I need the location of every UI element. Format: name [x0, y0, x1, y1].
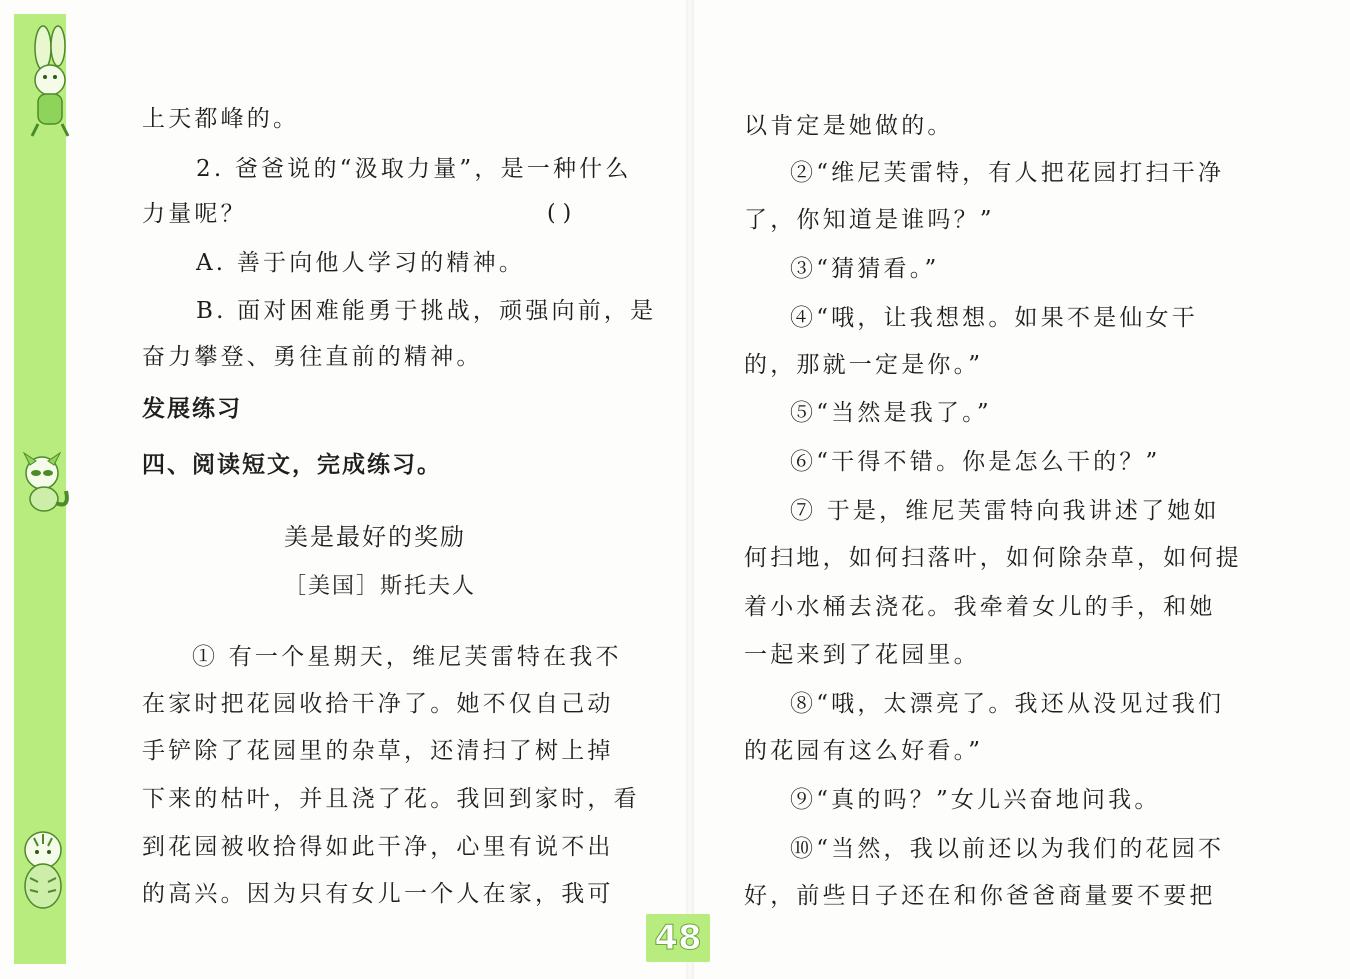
paragraph-line: 一起来到了花园里。 [744, 642, 980, 668]
paragraph-line: ②“维尼芙雷特，有人把花园打扫干净 [790, 160, 1225, 186]
answer-blank[interactable]: ( ) [547, 201, 572, 226]
paragraph-line: ⑥“干得不错。你是怎么干的？” [790, 449, 1161, 475]
paragraph-line: 了，你知道是谁吗？” [744, 207, 995, 233]
paragraph-line: 在家时把花园收拾干净了。她不仅自己动 [142, 691, 614, 717]
book-gutter [686, 0, 694, 979]
paragraph-line: ⑧“哦，太漂亮了。我还从没见过我们 [790, 691, 1225, 717]
paragraph-line: 的花园有这么好看。” [744, 738, 984, 764]
paragraph-line: 的高兴。因为只有女儿一个人在家，我可 [142, 881, 614, 907]
text-line: 力量呢？ [142, 201, 247, 227]
paragraph-line: ① 有一个星期天，维尼芙雷特在我不 [192, 644, 622, 670]
option-a: A. 善于向他人学习的精神。 [196, 250, 526, 276]
paragraph-line: ⑦ 于是，维尼芙雷特向我讲述了她如 [790, 498, 1220, 524]
article-title: 美是最好的奖励 [284, 523, 466, 551]
paragraph-line: 手铲除了花园里的杂草，还清扫了树上掉 [142, 738, 614, 764]
paragraph-line: 的，那就一定是你。” [744, 352, 984, 378]
paragraph-line: 到花园被收拾得如此干净，心里有说不出 [142, 834, 614, 860]
paragraph-line: 下来的枯叶，并且浇了花。我回到家时，看 [142, 786, 640, 812]
paragraph-line: 好，前些日子还在和你爸爸商量要不要把 [744, 883, 1216, 909]
paragraph-line: ③“猜猜看。” [790, 256, 940, 282]
paragraph-line: ⑤“当然是我了。” [790, 400, 992, 426]
text-line: 上天都峰的。 [142, 106, 300, 132]
option-b: B. 面对困难能勇于挑战，顽强向前，是 [196, 298, 657, 324]
paragraph-line: 何扫地，如何扫落叶，如何除杂草，如何提 [744, 545, 1242, 571]
exercise-heading: 四、阅读短文，完成练习。 [142, 452, 442, 478]
section-heading: 发展练习 [142, 396, 242, 422]
tiger-illustration [8, 820, 78, 915]
question-2: 2. 爸爸说的“汲取力量”，是一种什么 [196, 156, 632, 182]
paragraph-line: 着小水桶去浇花。我牵着女儿的手，和她 [744, 594, 1216, 620]
article-author: ［美国］斯托夫人 [284, 574, 477, 599]
rabbit-illustration [8, 20, 78, 140]
page-number: 48 [646, 914, 710, 962]
right-page [690, 0, 1350, 979]
paragraph-line: ⑩“当然，我以前还以为我们的花园不 [790, 836, 1225, 862]
text-line: 奋力攀登、勇往直前的精神。 [142, 344, 483, 370]
paragraph-line: ⑨“真的吗？”女儿兴奋地问我。 [790, 787, 1161, 813]
paragraph-line: ④“哦，让我想想。如果不是仙女干 [790, 305, 1198, 331]
raccoon-illustration [8, 445, 78, 515]
paragraph-line: 以肯定是她做的。 [744, 113, 954, 139]
